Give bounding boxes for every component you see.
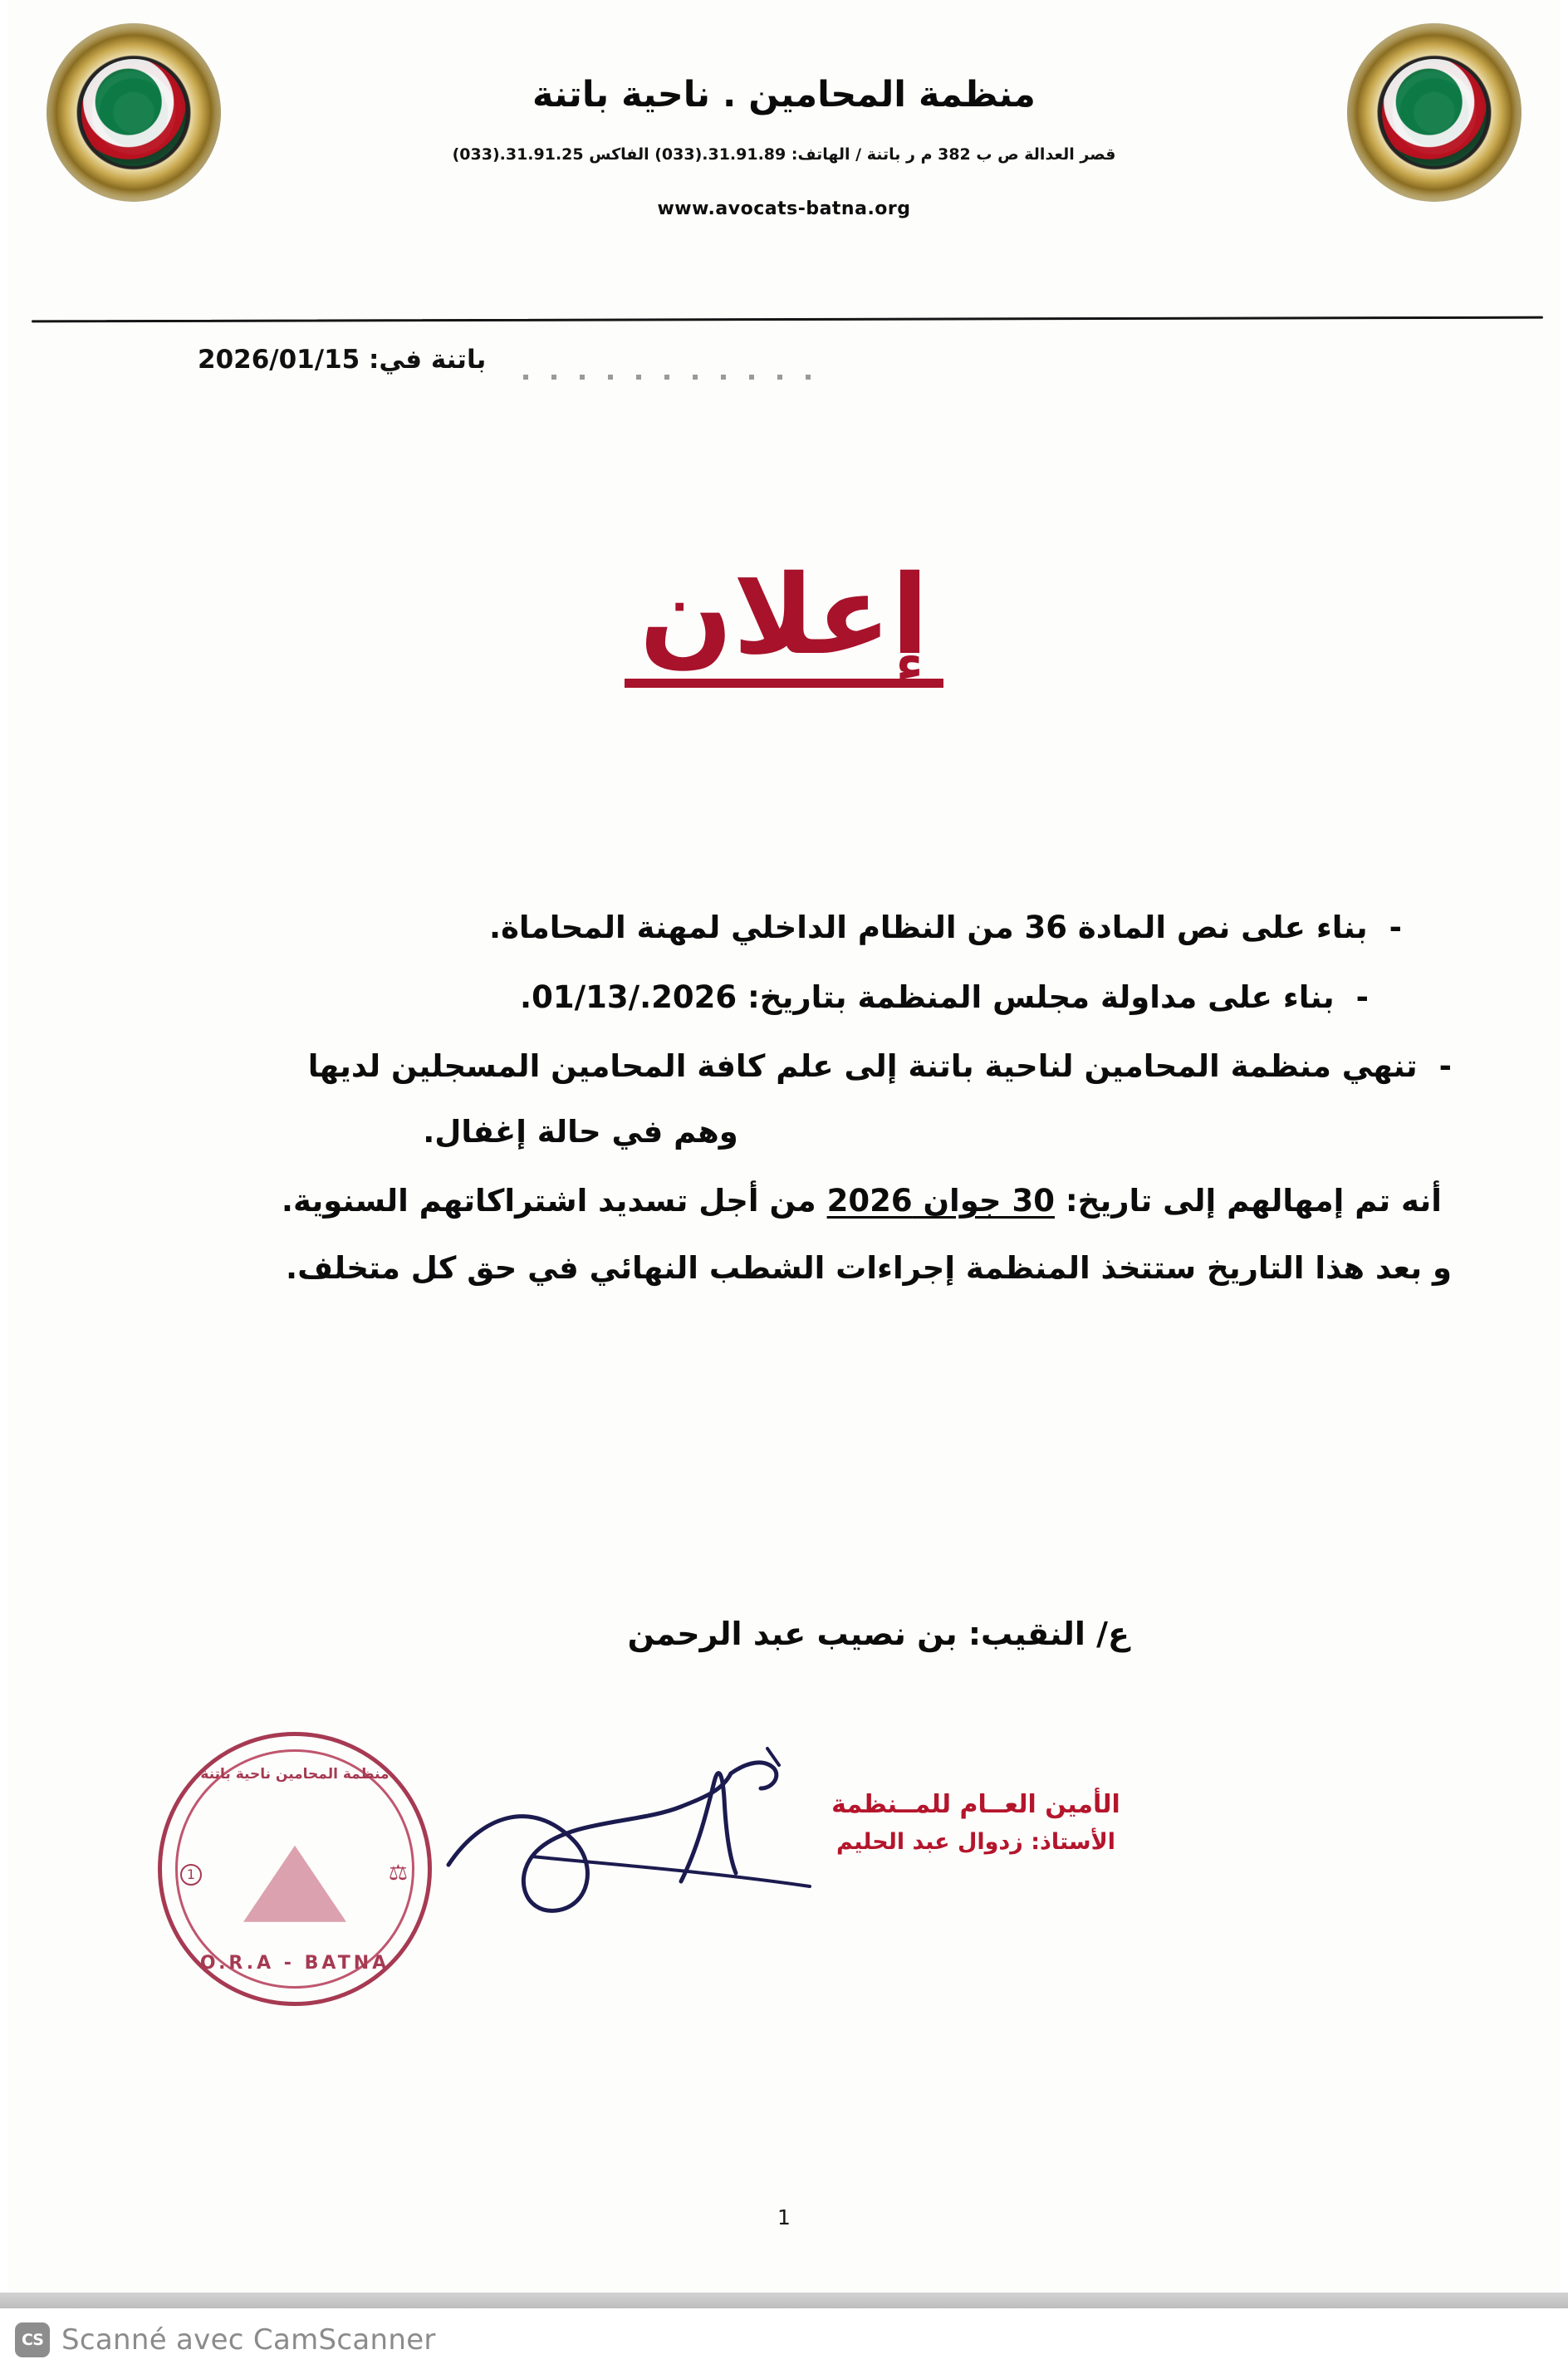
signatory-name: ع/ النقيب: بن نصيب عبد الرحمن — [627, 1616, 1129, 1652]
paragraph-consequence — [108, 1245, 1452, 1292]
dotted-leader — [523, 375, 814, 380]
organization-address: قصر العدالة ص ب 382 م ر باتنة / الهاتف: 31.91.89.(033) الفاكس 31.91.25.(033) — [452, 145, 1116, 164]
bullet-text: تنهي منظمة المحامين لناحية باتنة إلى علم كافة المحامين المسجلين لديها — [307, 1048, 1418, 1085]
document-title-wrap — [8, 552, 1560, 688]
paragraph-text: و بعد هذا التاريخ ستتخذ المنظمة إجراءات الشطب النهائي في حق كل متخلف. — [286, 1250, 1452, 1287]
signatory-person: الأستاذ: زدوال عبد الحليم — [836, 1829, 1115, 1855]
handwritten-signature-icon — [432, 1740, 822, 1931]
camscanner-footer — [0, 2293, 1568, 2369]
page-title: إعلان — [625, 558, 943, 688]
organization-website: www.avocats-batna.org — [657, 199, 911, 220]
camscanner-label: Scanné avec CamScanner — [61, 2323, 436, 2357]
stamp-bottom-text: O.R.A - BATNA — [199, 1953, 390, 1974]
signatory-role: الأمين العــام للمــنظمة — [831, 1790, 1120, 1819]
document-body — [108, 905, 1452, 1313]
list-item — [108, 905, 1452, 950]
paragraph-text-after: من أجل تسديد اشتراكاتهم السنوية. — [281, 1182, 827, 1219]
official-stamp — [158, 1732, 432, 2006]
letterhead — [8, 0, 1560, 324]
organization-title: منظمة المحامين . ناحية باتنة — [532, 74, 1036, 115]
bullet-text: بناء على نص المادة 36 من النظام الداخلي لمهنة المحاماة. — [489, 910, 1368, 945]
paragraph-deadline — [108, 1178, 1452, 1224]
bullet-continuation-text: وهم في حالة إغفال. — [423, 1113, 738, 1150]
deadline-date: 30 جوان 2026 — [826, 1182, 1055, 1219]
date-row — [8, 345, 1560, 395]
stamp-mountain-icon — [243, 1846, 346, 1922]
header-divider — [32, 316, 1543, 323]
bullet-marker: - — [1355, 978, 1369, 1015]
camscanner-watermark — [15, 2322, 436, 2357]
list-item — [108, 1044, 1452, 1089]
bullet-marker: - — [1389, 910, 1402, 945]
page-number: 1 — [777, 2205, 791, 2229]
camscanner-logo-icon: CS — [15, 2322, 50, 2357]
paragraph-text-before: أنه تم إمهالهم إلى تاريخ: — [1054, 1182, 1442, 1219]
signature-role-block — [797, 1790, 1154, 1855]
list-item — [108, 975, 1452, 1020]
letterhead-text — [8, 75, 1560, 219]
stamp-number: 1 — [180, 1864, 202, 1886]
bullet-text: بناء على مداولة مجلس المنظمة بتاريخ: 2026./01/13. — [520, 978, 1335, 1015]
footer-strip — [0, 2293, 1568, 2308]
stamp-top-text: منظمة المحامين ناحية باتنة — [200, 1766, 390, 1783]
bullet-marker: - — [1438, 1048, 1452, 1085]
paper-sheet — [8, 0, 1560, 2293]
document-date: باتنة في: 2026/01/15 — [198, 345, 487, 375]
scales-of-justice-icon: ⚖ — [388, 1861, 408, 1886]
signature-block — [100, 1616, 1179, 1974]
